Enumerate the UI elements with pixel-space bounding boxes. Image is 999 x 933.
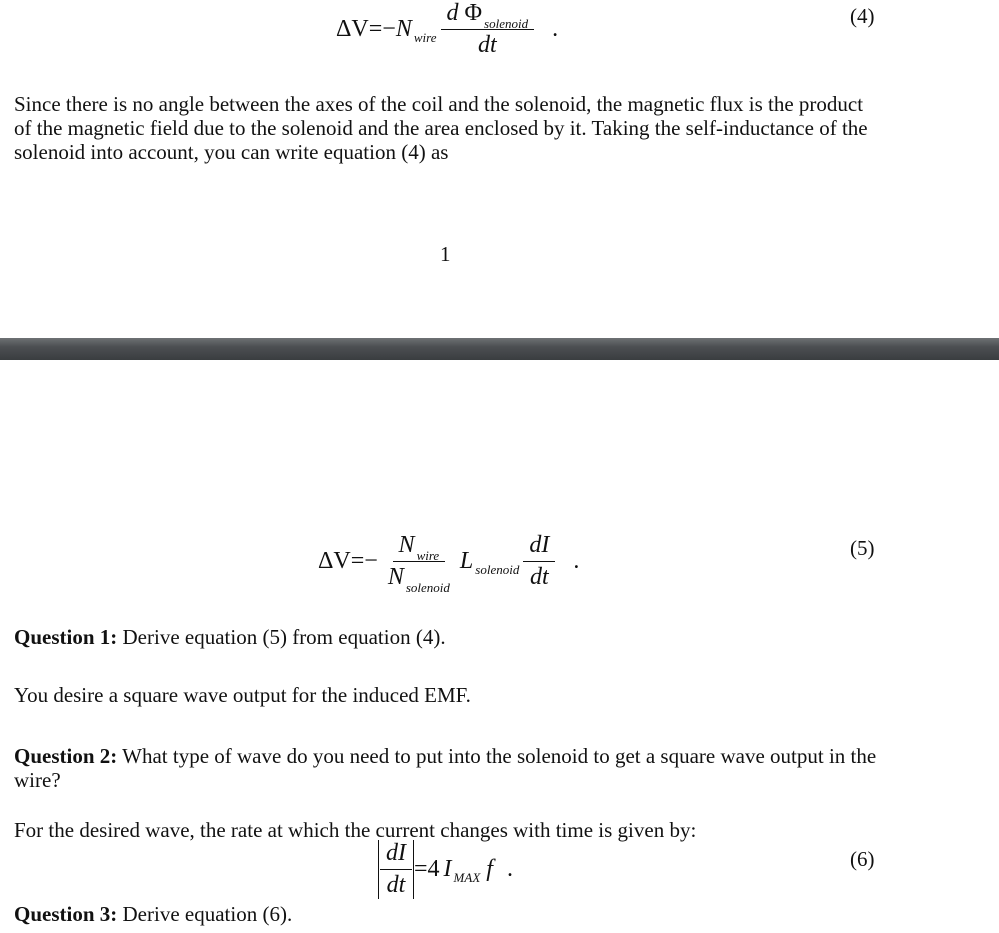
equation-5 [318,532,580,595]
eq4-fraction [441,0,535,59]
eq4-N-subscript: wire [413,29,437,45]
eq4-num-subscript: solenoid [484,16,529,31]
question-1-label: Question 1: [14,625,118,649]
eq6-number: (6) [850,847,875,871]
equation-4 [336,0,558,59]
eq6-absolute-value [378,840,414,899]
question-2-label: Question 2: [14,744,118,768]
eq5-derivative-fraction [523,532,555,591]
eq6-fraction [380,840,412,899]
eq6-I: I [443,856,452,882]
eq4-period: . [552,16,559,42]
question-3-text: Derive equation (6). [117,902,293,926]
eq6-dI: dI [380,840,412,870]
eq6-period: . [506,856,513,882]
eq5-den-N: N [387,564,404,590]
eq5-L-subscript: solenoid [475,561,520,577]
eq4-equals: =− [368,16,396,42]
eq5-L: L [459,548,474,574]
page-number: 1 [440,242,451,266]
eq4-num-d: d [446,0,459,26]
question-2-text: What type of wave do you need to put into the solenoid to get a square wave output in the wire? [14,744,877,792]
eq5-ratio-fraction [382,532,456,595]
eq4-denominator: dt [477,32,497,58]
question-3-label: Question 3: [14,902,118,926]
eq5-lhs: ΔV [318,548,351,574]
eq6-dt: dt [386,872,406,898]
eq4-number: (4) [850,4,875,28]
page-top [0,0,999,338]
paragraph-flux: Since there is no angle between the axes of the coil and the solenoid, the magnetic flux is the product of the magnetic field due to the solenoid and the area enclosed by it. Taking the self-inductance of the solenoid into account, you can write equation (4) as [14,92,868,164]
question-3 [14,902,884,926]
eq5-equals: =− [350,548,378,574]
eq5-dt: dt [530,564,549,590]
eq4-lhs: ΔV [336,16,369,42]
eq5-den-subscript: solenoid [405,580,450,595]
rate-intro-paragraph: For the desired wave, the rate at which the current changes with time is given by: [14,818,697,842]
page-bottom [0,360,999,933]
eq4-num-phi: Φ [464,0,483,26]
eq5-num-subscript: wire [416,548,440,563]
eq5-num-N: N [398,532,415,558]
eq6-I-subscript: MAX [453,869,481,885]
eq5-number: (5) [850,536,875,560]
question-1 [14,625,884,649]
square-wave-paragraph: You desire a square wave output for the induced EMF. [14,683,471,707]
eq5-dI: dI [523,532,555,562]
eq6-f: f [486,856,493,882]
eq6-equals: =4 [414,856,440,882]
equation-6 [378,840,513,899]
eq5-period: . [573,548,580,574]
question-1-text: Derive equation (5) from equation (4). [117,625,446,649]
question-2 [14,744,884,792]
eq4-N: N [395,16,412,42]
page-divider [0,338,999,360]
